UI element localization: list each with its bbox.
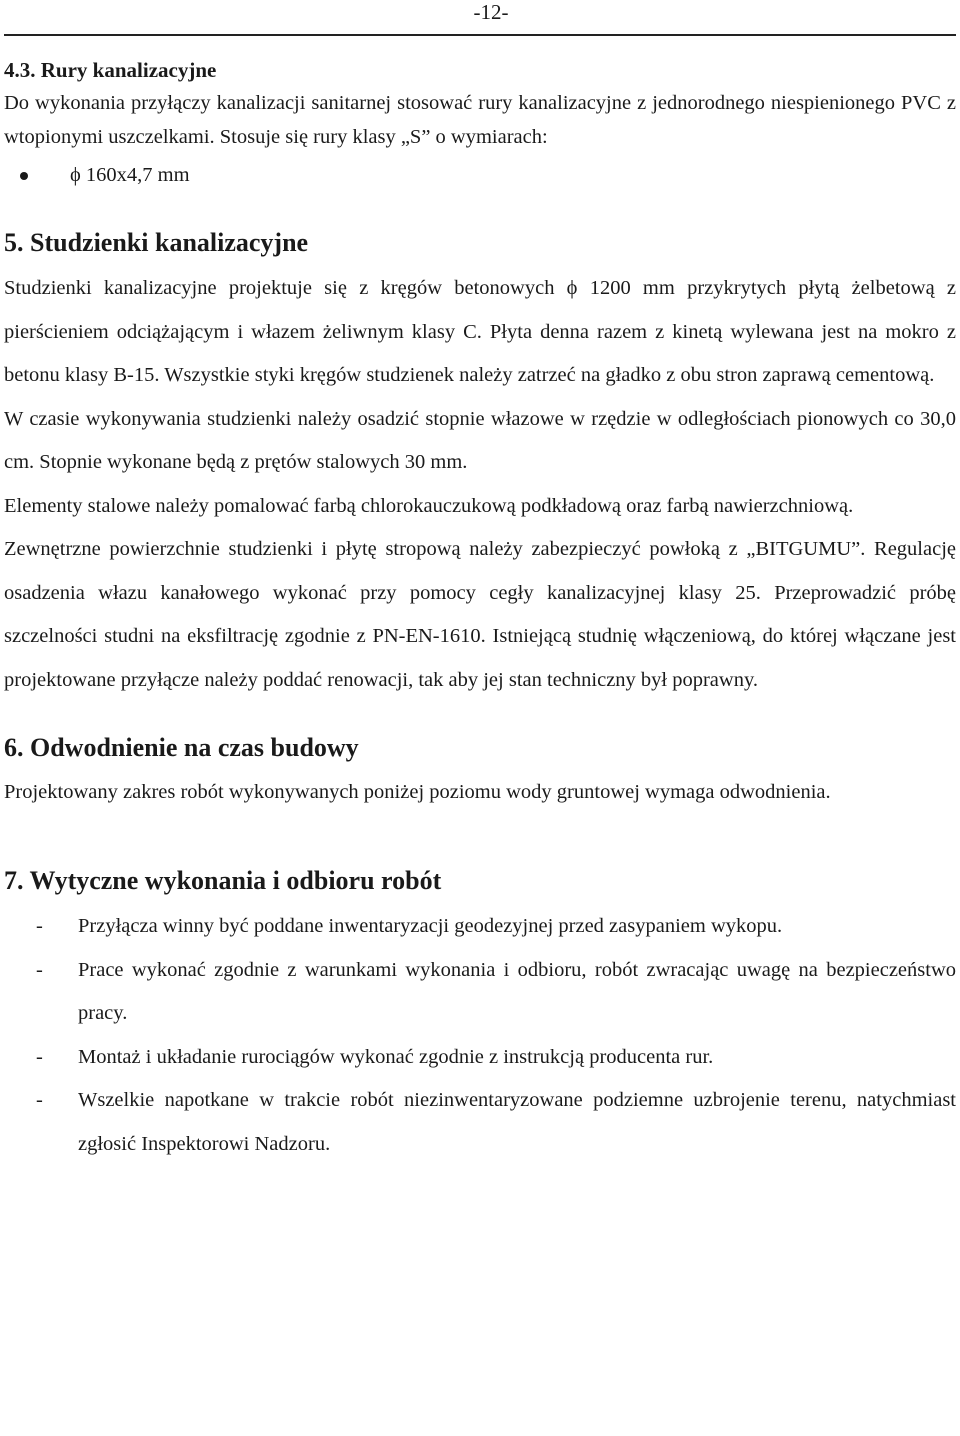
list-item-text: ϕ 160x4,7 mm <box>70 164 190 186</box>
paragraph: Do wykonania przyłączy kanalizacji sanitarnej stosować rury kanalizacyjne z jednorodnego niespienionego PVC z wtopionymi uszczelkami. Stosuje się rury klasy „S” o wymiarach: <box>4 92 956 148</box>
bullet-list <box>4 154 956 197</box>
dash-bullet: - <box>36 958 43 981</box>
paragraph: Zewnętrzne powierzchnie studzienki i płytę stropową należy zabezpieczyć powłoką z „BITGUMU”. Regulację osadzenia włazu kanałowego wykonać przy pomocy cegły kanalizacyjnej klasy 25. Przeprowadzić próbę szczelności studni na eksfiltrację zgodnie z PN-EN-1610. Istniejącą studnię włączeniową, do której włączane jest projektowane przyłącze należy poddać renowacji, tak aby jej stan techniczny był poprawny. <box>4 538 956 691</box>
list-item <box>4 1079 956 1166</box>
paragraph: Projektowany zakres robót wykonywanych poniżej poziomu wody gruntowej wymaga odwodnienia. <box>4 781 831 803</box>
guideline-list <box>4 905 956 1166</box>
section-title: 5. Studzienki kanalizacyjne <box>4 228 309 257</box>
list-item-text: Prace wykonać zgodnie z warunkami wykonania i odbioru, robót zwracając uwagę na bezpieczeństwo pracy. <box>78 958 956 1024</box>
list-item-text: Przyłącza winny być poddane inwentaryzacji geodezyjnej przed zasypaniem wykopu. <box>78 915 783 937</box>
section-6 <box>4 730 956 813</box>
bullet-icon <box>20 172 28 180</box>
dash-bullet: - <box>36 1089 43 1111</box>
list-item <box>4 154 956 197</box>
section-4-3 <box>4 56 956 197</box>
page-number: -12- <box>473 0 509 24</box>
list-item-text: Wszelkie napotkane w trakcie robót niezinwentaryzowane podziemne uzbrojenie terenu, natychmiast zgłosić Inspektorowi Nadzoru. <box>78 1089 956 1155</box>
paragraph: Studzienki kanalizacyjne projektuje się z kręgów betonowych ϕ 1200 mm przykrytych płytą żelbetową z pierścieniem odciążającym i włazem żeliwnym klasy C. Płyta denna razem z kinetą wylewana jest na mokro z betonu klasy B-15. Wszystkie styki kręgów studzienek należy zatrzeć na gładko z obu stron zaprawą cementową. <box>4 277 956 386</box>
list-item <box>4 949 956 1036</box>
section-title: 7. Wytyczne wykonania i odbioru robót <box>4 866 442 895</box>
section-title: 4.3. Rury kanalizacyjne <box>4 58 217 82</box>
section-title: 6. Odwodnienie na czas budowy <box>4 733 359 762</box>
list-item <box>4 1036 956 1080</box>
section-7 <box>4 863 956 1166</box>
list-item-text: Montaż i układanie rurociągów wykonać zgodnie z instrukcją producenta rur. <box>78 1045 714 1068</box>
paragraph: Elementy stalowe należy pomalować farbą chlorokauczukową podkładową oraz farbą nawierzchniową. <box>4 494 854 517</box>
dash-bullet: - <box>36 1045 43 1068</box>
list-item <box>4 905 956 949</box>
header-rule <box>4 34 956 36</box>
paragraph: W czasie wykonywania studzienki należy osadzić stopnie włazowe w rzędzie w odległościach pionowych co 30,0 cm. Stopnie wykonane będą z prętów stalowych 30 mm. <box>4 407 956 473</box>
section-5 <box>4 225 956 702</box>
document-body <box>4 56 956 1166</box>
dash-bullet: - <box>36 915 43 937</box>
